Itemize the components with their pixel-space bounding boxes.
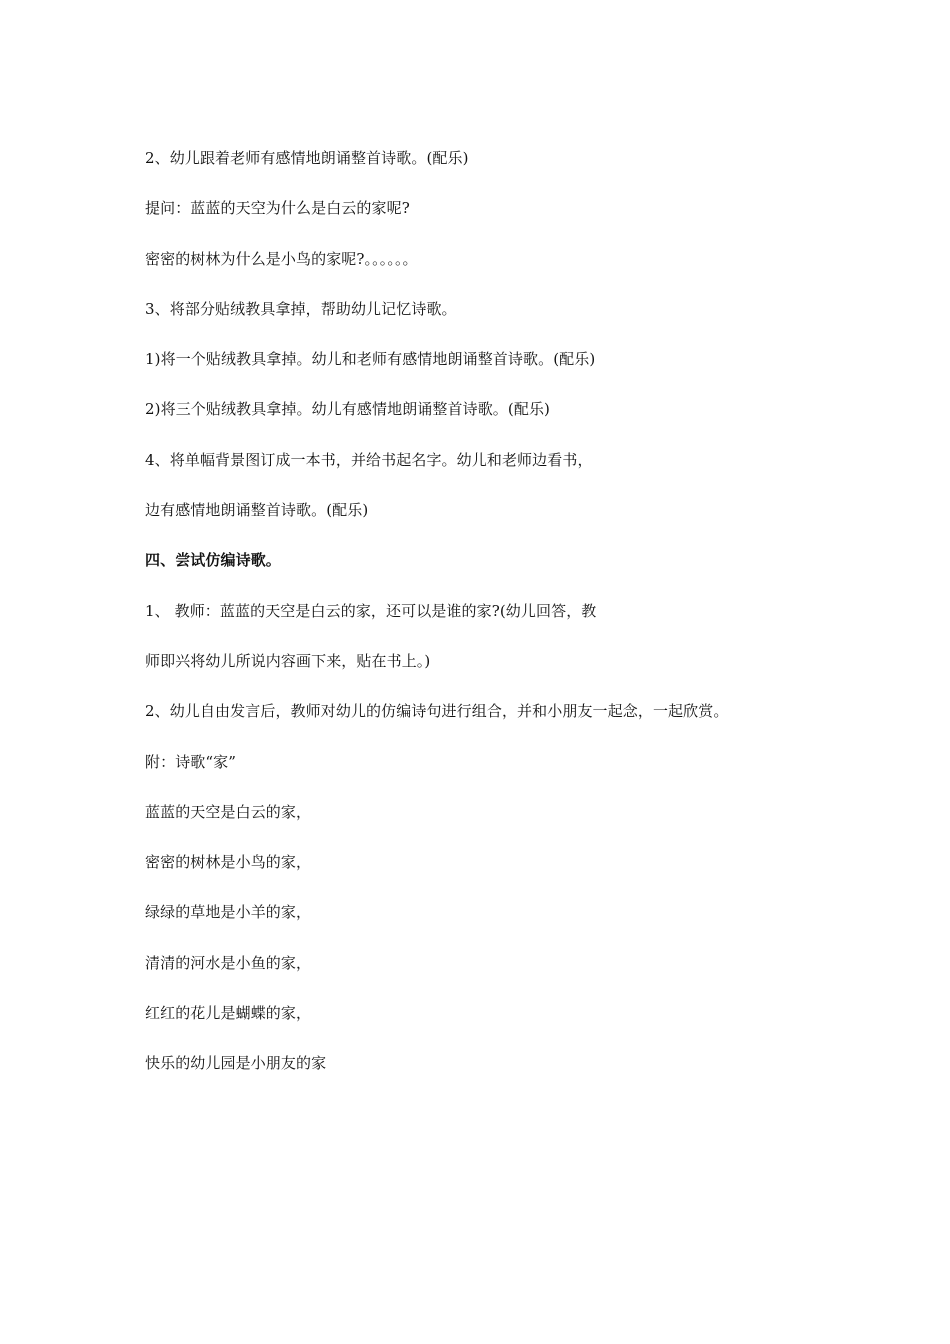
step-3-substep-1: 1)将一个贴绒教具拿掉。幼儿和老师有感情地朗诵整首诗歌。(配乐) [145,350,596,369]
document-body [145,148,825,1104]
poem-line: 红红的花儿是蝴蝶的家， [145,1004,312,1023]
question-sky-home: 提问：蓝蓝的天空为什么是白云的家呢? [145,199,410,218]
section-4-step-1-continued: 师即兴将幼儿所说内容画下来，贴在书上。) [145,651,431,670]
section-heading-4: 四、尝试仿编诗歌。 [145,551,281,570]
question-forest-home: 密密的树林为什么是小鸟的家呢?。。。。。。 [145,249,418,268]
section-4-step-2: 2、幼儿自由发言后，教师对幼儿的仿编诗句进行组合，并和小朋友一起念，一起欣赏。 [145,702,729,721]
step-4-make-book: 4、将单幅背景图订成一本书，并给书起名字。幼儿和老师边看书， [145,450,593,469]
poem-line: 绿绿的草地是小羊的家， [145,903,312,922]
section-4-step-1: 1、 教师：蓝蓝的天空是白云的家，还可以是谁的家?(幼儿回答，教 [145,601,597,620]
step-4-continued: 边有感情地朗诵整首诗歌。(配乐) [145,501,369,520]
appendix-title: 附：诗歌“家” [145,752,237,771]
poem-line: 清清的河水是小鱼的家， [145,953,312,972]
step-3-remove-props: 3、将部分贴绒教具拿掉，帮助幼儿记忆诗歌。 [145,299,457,318]
poem-line: 蓝蓝的天空是白云的家， [145,802,312,821]
step-2-recite-with-teacher: 2、幼儿跟着老师有感情地朗诵整首诗歌。(配乐) [145,149,469,167]
poem-line: 快乐的幼儿园是小朋友的家 [145,1054,327,1073]
poem-line: 密密的树林是小鸟的家， [145,853,312,872]
step-3-substep-2: 2)将三个贴绒教具拿掉。幼儿有感情地朗诵整首诗歌。(配乐) [145,400,551,419]
